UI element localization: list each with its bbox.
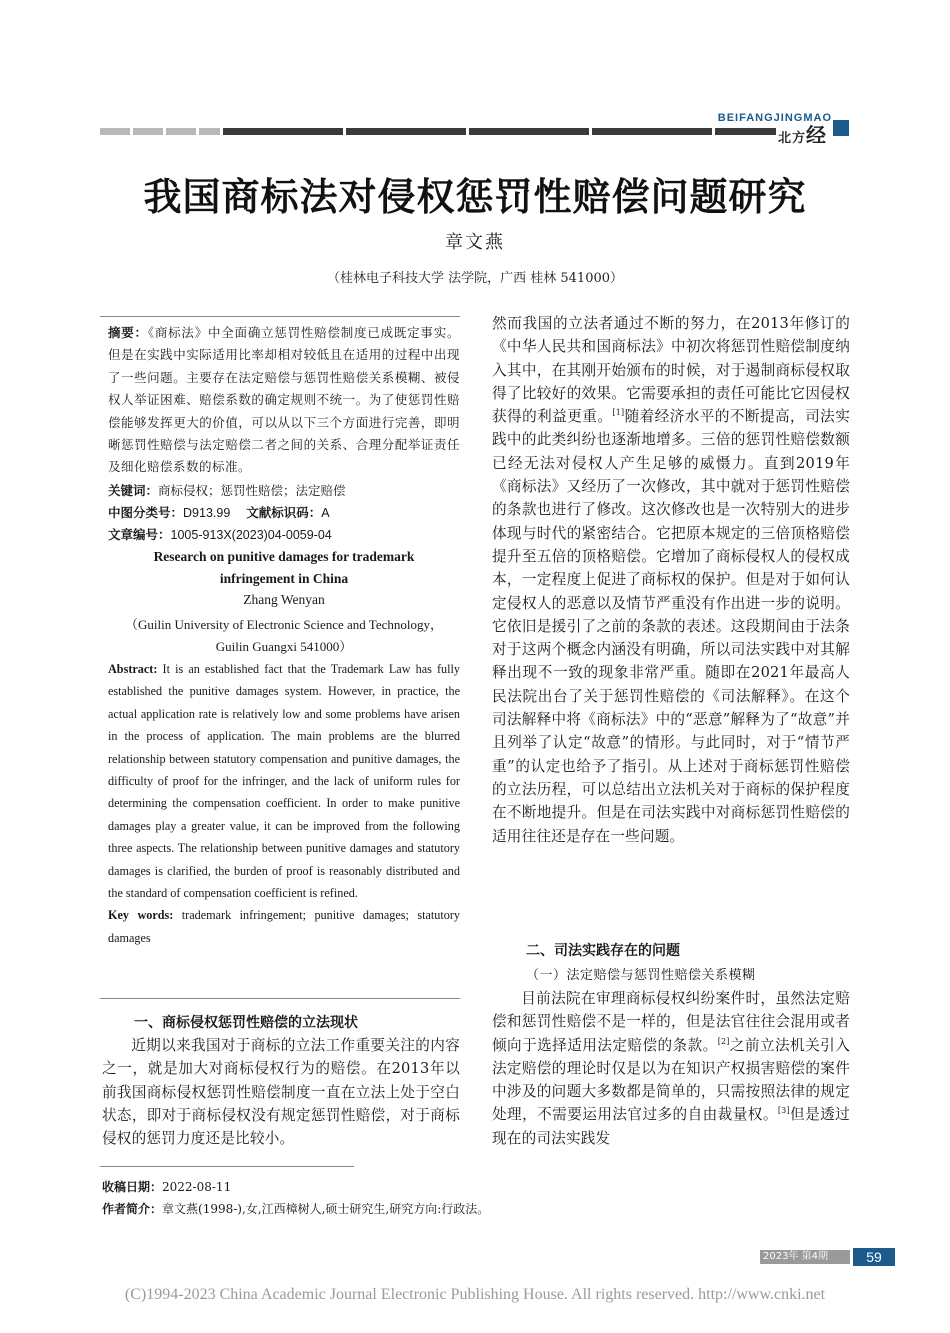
issue-label: 2023年 第4期	[763, 1251, 828, 1262]
received-date	[102, 1178, 231, 1195]
doc-code-value: A	[321, 506, 330, 520]
section1-para-right	[492, 312, 850, 848]
section2-para-c: 但是透过现在的司法实践发	[492, 1106, 850, 1147]
section2-heading: 二、司法实践存在的问题	[526, 943, 680, 959]
article-affiliation: （桂林电子科技大学 法学院，广西 桂林 541000）	[326, 271, 624, 286]
section1-para-right-b: 随着经济水平的不断提高，司法实践中的此类纠纷也逐渐地增多。三倍的惩罚性赔偿数额已经无法对侵权人产生足够的威慑力。直到2019年《商标法》又经历了一次修改，其中就对于惩罚性赔偿的条款也进行了修改。这次修改也是一次特别大的进步体现与时代的紧密结合。它把原本规定的三倍顶格赔偿提升至五倍的顶格赔偿。它增加了商标侵权人的侵权成本，一定程度上促进了商标权的保护。但是对于如何认定侵权人的恶意以及情节严重没有作出进一步的说明。它依旧是援引了之前的条款的表述。这段期间由于法条对于这两个概念内涵没有明确，所以司法实践中对其解释出现不一致的现象非常严重。随即在2021年最高人民法院出台了关于惩罚性赔偿的《司法解释》。在这个司法解释中将《商标法》中的“恶意”解释为了“故意”并且列举了认定“故意”的情形。与此同时，对于“情节严重”的认定也给予了指引。从上述对于商标惩罚性赔偿的立法历程，可以总结出立法机关对于商标的保护程度在不断地提升。但是在司法实践中对商标惩罚性赔偿的适用往往还是存在一些问题。	[492, 408, 850, 845]
keywords-cn	[108, 480, 346, 502]
footnote-rule	[100, 1166, 354, 1167]
abstract-cn-text: 《商标法》中全面确立惩罚性赔偿制度已成既定事实。但是在实践中实际适用比率却相对较低且在适用的过程中出现了一些问题。主要存在法定赔偿与惩罚性赔偿关系模糊、被侵权人举证困难、赔偿系数的确定规则不统一。为了使惩罚性赔偿能够发挥更大的价值，可以从以下三个方面进行完善，即明晰惩罚性赔偿与法定赔偿二者之间的关系、合理分配举证责任及细化赔偿系数的标准。	[108, 325, 460, 475]
journal-logo-square	[833, 120, 849, 136]
english-title	[108, 546, 460, 590]
citation-2: [2]	[717, 1036, 730, 1046]
header-bar-dark	[223, 128, 776, 135]
english-affiliation-line1: （Guilin University of Electronic Science and Technology，	[125, 617, 443, 632]
abstract-cn	[108, 322, 460, 479]
keywords-en-label: Key words:	[108, 908, 174, 923]
abstract-cn-label: 摘要：	[108, 325, 148, 340]
english-affiliation-line2: Guilin Guangxi 541000）	[215, 639, 353, 654]
issue-bar	[760, 1250, 850, 1264]
author-bio	[102, 1200, 489, 1217]
author-bio-label: 作者简介：	[102, 1202, 163, 1216]
section2-para	[492, 987, 850, 1150]
english-author: Zhang Wenyan	[243, 592, 325, 607]
abstract-en-text: It is an established fact that the Trademark Law has fully established the punitive damages system. However, in practice, the actual application rate is relatively low and some problems have arisen in the process of application. The main problems are the blurred relationship between statutory compensation and punitive damages, the difficulty of proof for the infringer, and the lack of uniform rules for determining the compensation coefficient. In order to make punitive damages play a greater value, it can be improved from the following three aspects. The relationship between punitive damages and statutory damages is clarified, the burden of proof is reasonably distributed and the standard of compensation coefficient is refined.	[108, 662, 460, 901]
journal-name-cn	[778, 119, 827, 148]
article-title: 我国商标法对侵权惩罚性赔偿问题研究	[143, 175, 807, 219]
journal-name-cn-big: 经	[806, 123, 828, 147]
copyright-line: (C)1994-2023 China Academic Journal Electronic Publishing House. All rights reserved. http://www.cnki.net	[124, 1286, 826, 1303]
section2-body	[492, 987, 850, 1150]
right-column-body	[492, 312, 850, 848]
citation-3: [3]	[777, 1106, 790, 1116]
english-affiliation	[108, 614, 460, 658]
journal-name-en: BEIFANGJINGMAO	[717, 112, 832, 124]
keywords-cn-text: 商标侵权；惩罚性赔偿；法定赔偿	[158, 483, 346, 498]
received-label: 收稿日期：	[102, 1180, 163, 1194]
article-number-value: 1005-913X(2023)04-0059-04	[170, 528, 332, 542]
meta-top-rule	[100, 316, 460, 317]
clc-label: 中图分类号：	[108, 505, 184, 520]
classification-line	[108, 502, 330, 524]
section2-para-b: 之前立法机关引入法定赔偿的理论时仅是以为在知识产权损害赔偿的案件中涉及的问题大多数都是简单的，只需按照法律的规定处理，不需要运用法官过多的自由裁量权。	[492, 1036, 850, 1124]
section1-para-right-a: 然而我国的立法者通过不断的努力，在2013年修订的《中华人民共和国商标法》中初次将惩罚性赔偿制度纳入其中，在其刚开始颁布的时候，对于遏制商标侵权取得了比较好的效果。它需要承担的责任可能比它因侵权获得的利益更重。	[492, 315, 850, 426]
page-number: 59	[853, 1248, 895, 1266]
article-author: 章文燕	[445, 232, 505, 253]
section1-para-left	[102, 1034, 460, 1150]
doc-code-label: 文献标识码：	[246, 505, 322, 520]
section1-para-left-text: 近期以来我国对于商标的立法工作重要关注的内容之一，就是加大对商标侵权行为的赔偿。在2013年以前我国商标侵权惩罚性赔偿制度一直在立法上处于空白状态，即对于商标侵权没有规定惩罚性赔偿，对于商标侵权的惩罚力度还是比较小。	[102, 1037, 460, 1148]
section1-heading: 一、商标侵权惩罚性赔偿的立法现状	[134, 1015, 358, 1031]
header-bar-light	[100, 128, 220, 135]
section2-subheading: （一）法定赔偿与惩罚性赔偿关系模糊	[526, 968, 756, 983]
meta-bottom-rule	[100, 998, 460, 999]
english-title-line1: Research on punitive damages for trademark	[153, 549, 415, 564]
clc-value: D913.99	[183, 506, 231, 520]
abstract-en	[108, 658, 460, 949]
english-title-line2: infringement in China	[219, 571, 349, 586]
received-value: 2022-08-11	[162, 1180, 232, 1194]
article-number-line	[108, 524, 332, 546]
citation-1: [1]	[612, 408, 625, 418]
keywords-en-text: trademark infringement; punitive damages; statutory damages	[108, 908, 460, 945]
keywords-en	[108, 904, 460, 949]
keywords-cn-label: 关键词：	[108, 483, 159, 498]
abstract-en-label: Abstract:	[108, 662, 158, 676]
author-bio-value: 章文燕(1998-),女,江西樟树人,硕士研究生,研究方向:行政法。	[162, 1202, 490, 1216]
article-number-label: 文章编号：	[108, 527, 171, 542]
journal-name-cn-small: 北方	[778, 131, 807, 146]
section2-para-a: 目前法院在审理商标侵权纠纷案件时，虽然法定赔偿和惩罚性赔偿不是一样的，但是法官往往会混用或者倾向于选择适用法定赔偿的条款。	[492, 990, 850, 1054]
